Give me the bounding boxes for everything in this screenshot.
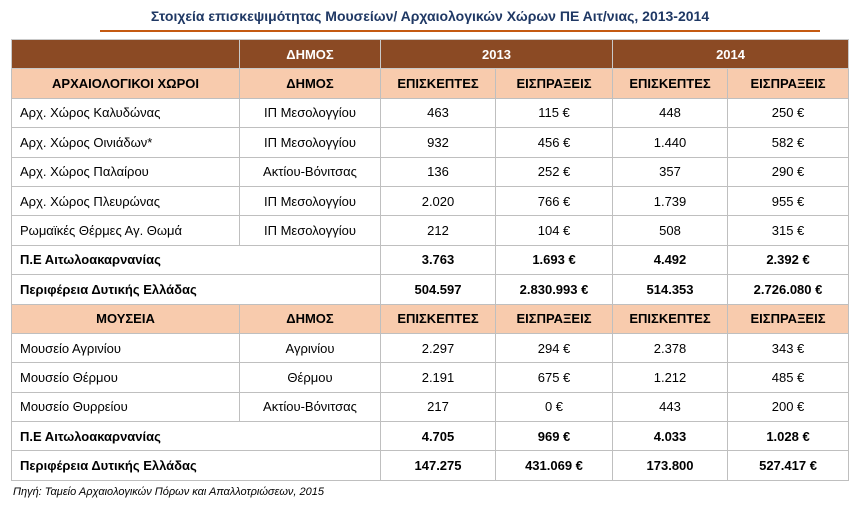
revenue-2013: 252 € <box>496 157 613 186</box>
visitors-2013: 217 <box>381 392 496 421</box>
table-row <box>12 216 849 245</box>
visitors-2013: 932 <box>381 128 496 157</box>
top-header-year-2014: 2014 <box>613 40 849 69</box>
table-row <box>12 98 849 127</box>
visitors-2014: 1.739 <box>613 186 728 215</box>
museums-header-revenue-2013: ΕΙΣΠΡΑΞΕΙΣ <box>496 304 613 333</box>
museums-header-revenue-2014: ΕΙΣΠΡΑΞΕΙΣ <box>728 304 849 333</box>
museum-municipality: Θέρμου <box>240 363 381 392</box>
total-row <box>12 275 849 304</box>
museums-header-row <box>12 304 849 333</box>
revenue-2014: 250 € <box>728 98 849 127</box>
sites-header-name: ΑΡΧΑΙΟΛΟΓΙΚΟΙ ΧΩΡΟΙ <box>12 69 240 98</box>
total-row <box>12 422 849 451</box>
total-revenue-2014: 527.417 € <box>728 451 849 480</box>
site-municipality: ΙΠ Μεσολογγίου <box>240 128 381 157</box>
total-visitors-2013: 504.597 <box>381 275 496 304</box>
museums-header-visitors-2014: ΕΠΙΣΚΕΠΤΕΣ <box>613 304 728 333</box>
visitors-2014: 508 <box>613 216 728 245</box>
site-name: Ρωμαϊκές Θέρμες Αγ. Θωμά <box>12 216 240 245</box>
site-name: Αρχ. Χώρος Πλευρώνας <box>12 186 240 215</box>
museum-municipality: Ακτίου-Βόνιτσας <box>240 392 381 421</box>
museums-header-name: ΜΟΥΣΕΙΑ <box>12 304 240 333</box>
top-header-year-2013: 2013 <box>381 40 613 69</box>
sites-header-visitors-2013: ΕΠΙΣΚΕΠΤΕΣ <box>381 69 496 98</box>
table-row <box>12 157 849 186</box>
site-municipality: ΙΠ Μεσολογγίου <box>240 186 381 215</box>
total-revenue-2013: 969 € <box>496 422 613 451</box>
total-revenue-2014: 2.392 € <box>728 245 849 274</box>
revenue-2013: 766 € <box>496 186 613 215</box>
visitors-2014: 1.440 <box>613 128 728 157</box>
total-revenue-2014: 2.726.080 € <box>728 275 849 304</box>
visitors-2014: 443 <box>613 392 728 421</box>
revenue-2014: 343 € <box>728 333 849 362</box>
revenue-2014: 290 € <box>728 157 849 186</box>
sites-header-revenue-2013: ΕΙΣΠΡΑΞΕΙΣ <box>496 69 613 98</box>
total-revenue-2013: 1.693 € <box>496 245 613 274</box>
revenue-2014: 200 € <box>728 392 849 421</box>
site-name: Αρχ. Χώρος Καλυδώνας <box>12 98 240 127</box>
museum-name: Μουσείο Θέρμου <box>12 363 240 392</box>
museum-name: Μουσείο Αγρινίου <box>12 333 240 362</box>
revenue-2014: 955 € <box>728 186 849 215</box>
site-name: Αρχ. Χώρος Οινιάδων* <box>12 128 240 157</box>
total-visitors-2014: 173.800 <box>613 451 728 480</box>
visitors-2014: 1.212 <box>613 363 728 392</box>
visitors-2014: 2.378 <box>613 333 728 362</box>
visits-table <box>11 39 849 481</box>
museum-name: Μουσείο Θυρρείου <box>12 392 240 421</box>
sites-header-municipality: ΔΗΜΟΣ <box>240 69 381 98</box>
revenue-2013: 115 € <box>496 98 613 127</box>
table-row <box>12 186 849 215</box>
total-label: Π.Ε Αιτωλοακαρνανίας <box>12 245 381 274</box>
visitors-2013: 463 <box>381 98 496 127</box>
revenue-2014: 485 € <box>728 363 849 392</box>
revenue-2013: 104 € <box>496 216 613 245</box>
total-visitors-2013: 4.705 <box>381 422 496 451</box>
total-revenue-2014: 1.028 € <box>728 422 849 451</box>
total-visitors-2013: 147.275 <box>381 451 496 480</box>
table-row <box>12 363 849 392</box>
site-name: Αρχ. Χώρος Παλαίρου <box>12 157 240 186</box>
source-note: Πηγή: Ταμείο Αρχαιολογικών Πόρων και Απαλλοτριώσεων, 2015 <box>13 486 325 498</box>
table-top-header <box>12 40 849 69</box>
table-row <box>12 333 849 362</box>
total-visitors-2013: 3.763 <box>381 245 496 274</box>
revenue-2013: 675 € <box>496 363 613 392</box>
visitors-2014: 448 <box>613 98 728 127</box>
total-visitors-2014: 4.033 <box>613 422 728 451</box>
site-municipality: Ακτίου-Βόνιτσας <box>240 157 381 186</box>
visitors-2013: 212 <box>381 216 496 245</box>
visitors-2014: 357 <box>613 157 728 186</box>
revenue-2013: 0 € <box>496 392 613 421</box>
revenue-2014: 315 € <box>728 216 849 245</box>
museum-municipality: Αγρινίου <box>240 333 381 362</box>
visitors-2013: 2.191 <box>381 363 496 392</box>
sites-header-revenue-2014: ΕΙΣΠΡΑΞΕΙΣ <box>728 69 849 98</box>
visitors-2013: 136 <box>381 157 496 186</box>
total-visitors-2014: 4.492 <box>613 245 728 274</box>
total-row <box>12 245 849 274</box>
page-title: Στοιχεία επισκεψιμότητας Μουσείων/ Αρχαιολογικών Χώρων ΠΕ Αιτ/νιας, 2013-2014 <box>150 8 710 24</box>
total-label: Π.Ε Αιτωλοακαρνανίας <box>12 422 381 451</box>
museums-header-municipality: ΔΗΜΟΣ <box>240 304 381 333</box>
total-visitors-2014: 514.353 <box>613 275 728 304</box>
table-row <box>12 128 849 157</box>
total-row <box>12 451 849 480</box>
sites-header-visitors-2014: ΕΠΙΣΚΕΠΤΕΣ <box>613 69 728 98</box>
total-revenue-2013: 2.830.993 € <box>496 275 613 304</box>
revenue-2013: 294 € <box>496 333 613 362</box>
total-label: Περιφέρεια Δυτικής Ελλάδας <box>12 275 381 304</box>
revenue-2013: 456 € <box>496 128 613 157</box>
total-revenue-2013: 431.069 € <box>496 451 613 480</box>
title-underline <box>100 30 820 32</box>
visitors-2013: 2.020 <box>381 186 496 215</box>
total-label: Περιφέρεια Δυτικής Ελλάδας <box>12 451 381 480</box>
sites-header-row <box>12 69 849 98</box>
site-municipality: ΙΠ Μεσολογγίου <box>240 216 381 245</box>
table-row <box>12 392 849 421</box>
visitors-2013: 2.297 <box>381 333 496 362</box>
museums-header-visitors-2013: ΕΠΙΣΚΕΠΤΕΣ <box>381 304 496 333</box>
revenue-2014: 582 € <box>728 128 849 157</box>
top-header-empty <box>12 40 240 69</box>
top-header-municipality: ΔΗΜΟΣ <box>240 40 381 69</box>
site-municipality: ΙΠ Μεσολογγίου <box>240 98 381 127</box>
